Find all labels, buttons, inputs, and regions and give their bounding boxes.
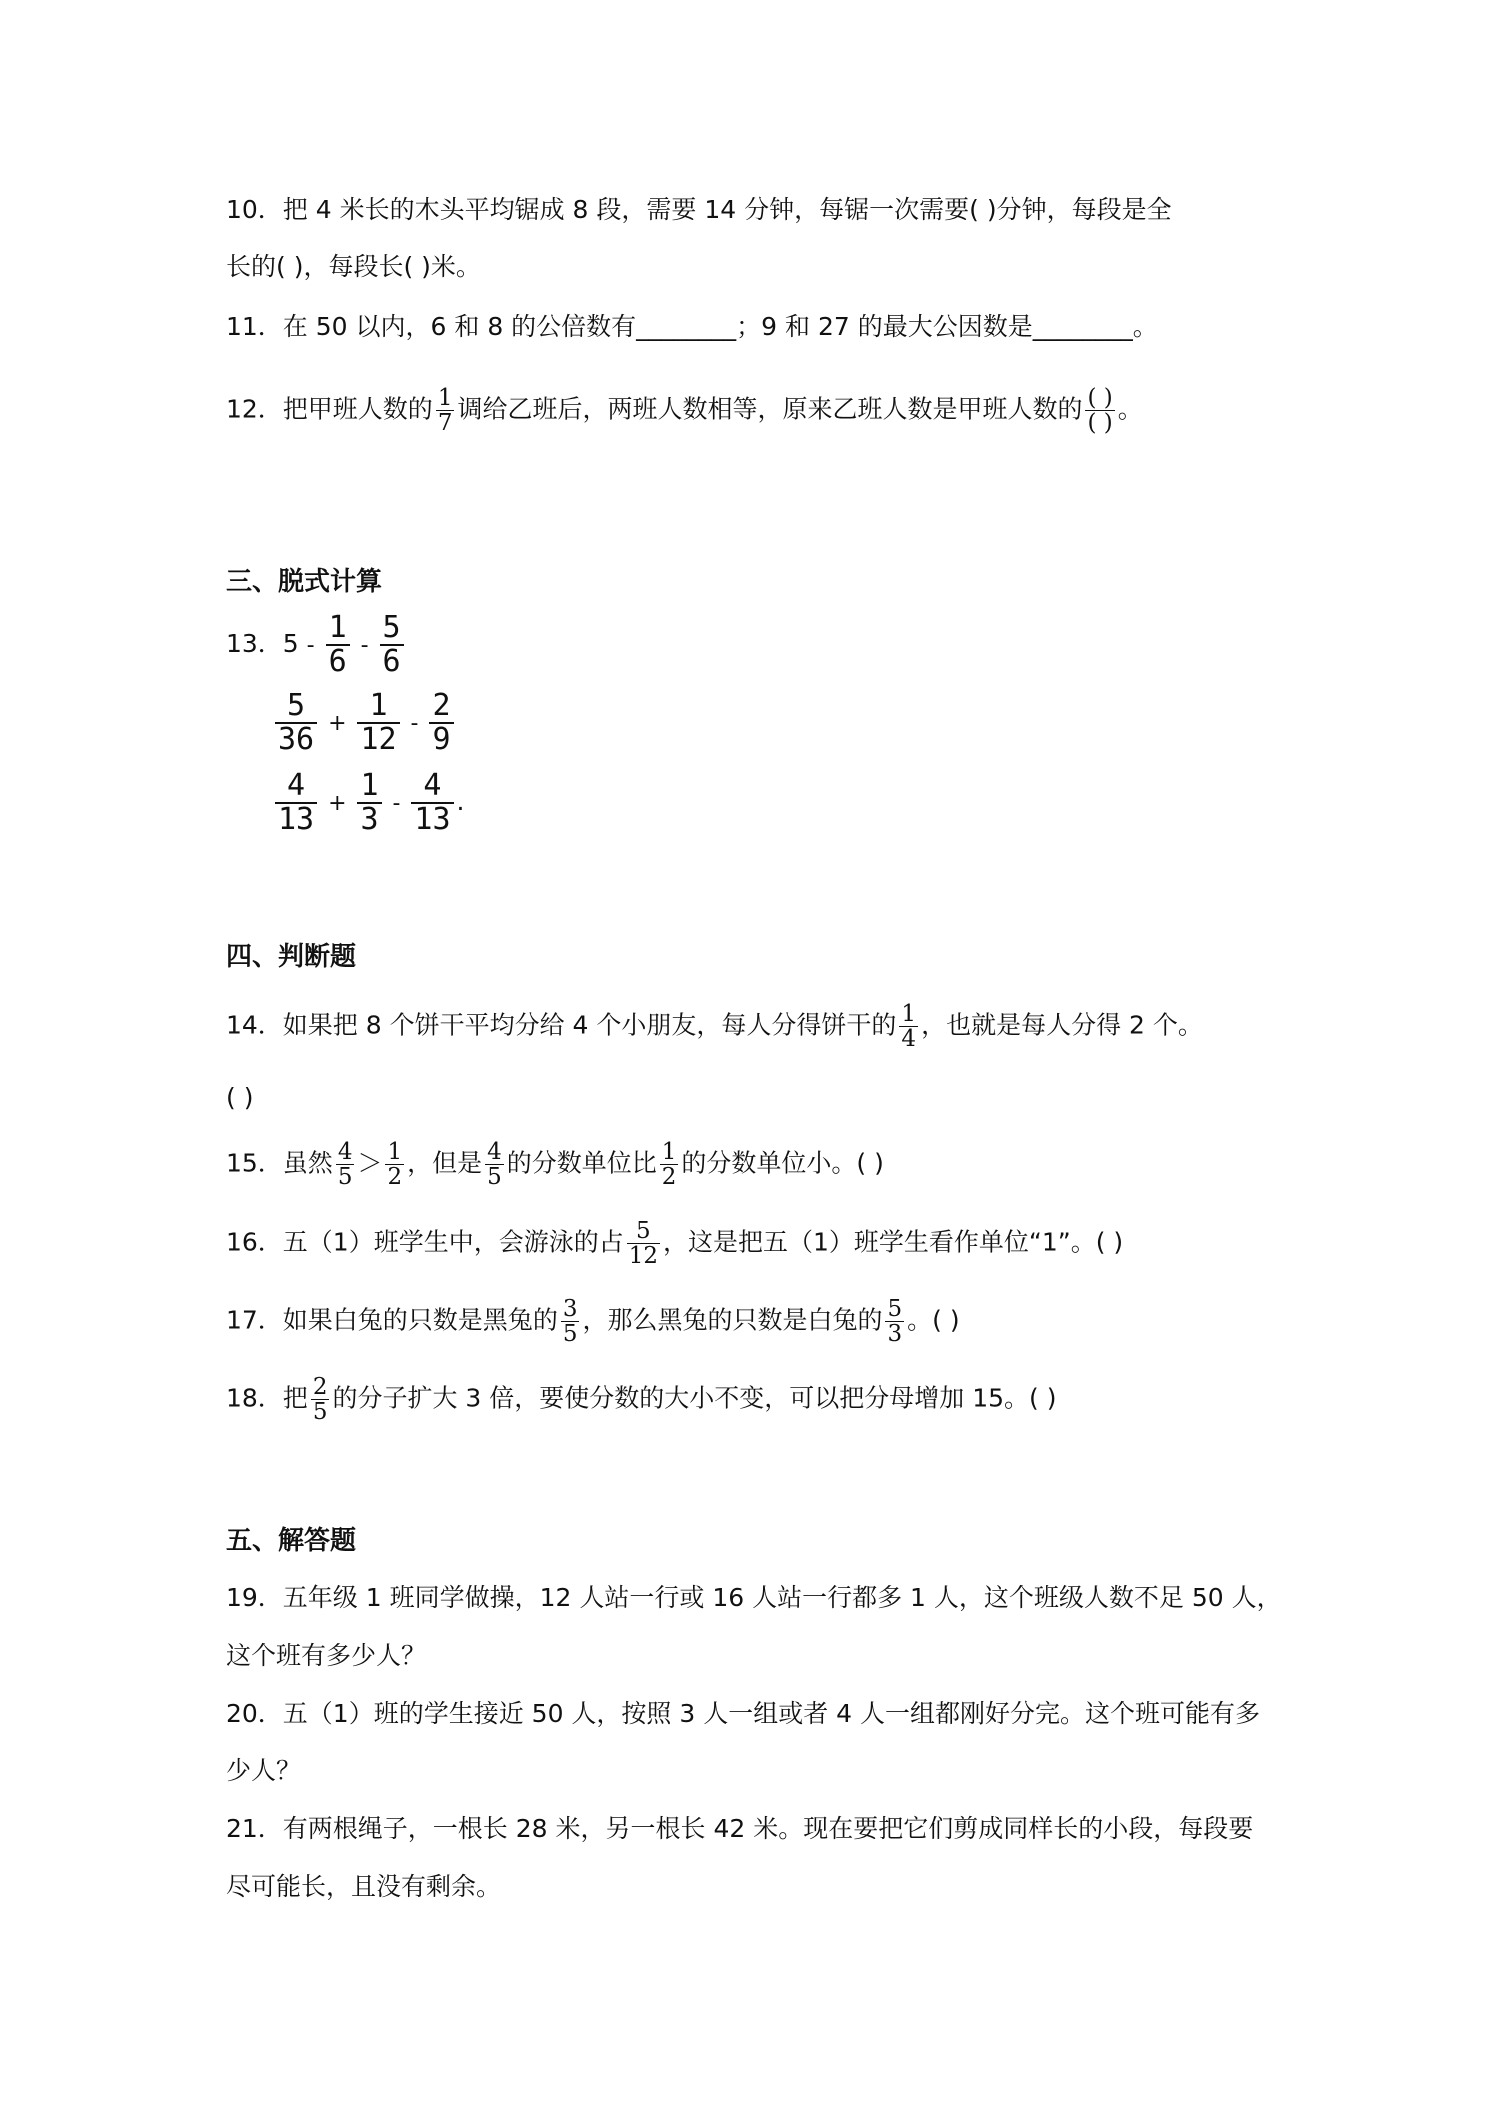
q12-line: [226, 386, 1143, 435]
q10-line1: 10．把 4 米长的木头平均锯成 8 段，需要 14 分钟，每锯一次需要( )分钟，每段是全: [226, 195, 1172, 224]
q18-line: 18．把 $\frac{2}{5}$ 的分子扩大 3 倍，要使分数的大小不变，可以把分母增加 15。( ): [226, 1374, 1057, 1425]
q12-fraction: $\frac{1}{7}$: [437, 385, 453, 436]
q11-text: 11．在 50 以内，6 和 8 的公倍数有________；9 和 27 的最大公因数是________。: [226, 312, 1158, 341]
q15-frac-c: $\frac{4}{5}$: [487, 1139, 502, 1190]
q16-line: 16．五（1）班学生中，会游泳的占 $\frac{5}{12}$ ，这是把五（1）班学生看作单位“1”。( ): [226, 1218, 1124, 1269]
q14-pre: 14．如果把 8 个饼干平均分给 4 个小朋友，每人分得饼干的: [226, 1010, 897, 1040]
q16-fraction: $\frac{5}{12}$: [628, 1218, 658, 1269]
q21-line1: 21．有两根绳子，一根长 28 米，另一根长 42 米。现在要把它们剪成同样长的小段，每段要: [226, 1814, 1254, 1843]
q17-frac-b: $\frac{5}{3}$: [887, 1296, 903, 1347]
q10-line2: 长的( )，每段长( )米。: [226, 252, 481, 281]
q19-line1: 19．五年级 1 班同学做操，12 人站一行或 16 人站一行都多 1 人，这个班级人数不足 50 人，: [226, 1583, 1282, 1612]
section-3-heading: 三、脱式计算: [226, 567, 383, 597]
q13-expr3: $\frac{4}{13}$ + $\frac{1}{3}$ - $\frac{4}{13}$ .: [272, 770, 464, 836]
q13-e2-frac-a: $\frac{5}{36}$: [275, 690, 317, 756]
q13-e3-frac-a: $\frac{4}{13}$: [275, 770, 317, 836]
q13-e3-frac-b: $\frac{1}{3}$: [357, 770, 381, 836]
q15-frac-b: $\frac{1}{2}$: [387, 1139, 403, 1190]
q12-pre: 12．把甲班人数的: [226, 394, 433, 424]
q12-mid: 调给乙班后，两班人数相等，原来乙班人数是甲班人数的: [457, 394, 1083, 424]
q18-fraction: $\frac{2}{5}$: [312, 1374, 328, 1425]
q13-e1-frac-b: $\frac{5}{6}$: [380, 612, 404, 678]
q21-line2: 尽可能长，且没有剩余。: [226, 1872, 502, 1901]
q20-line2: 少人？: [226, 1756, 302, 1785]
q17-line: 17．如果白兔的只数是黑兔的 $\frac{3}{5}$ ，那么黑兔的只数是白兔的 $\frac{5}{3}$ 。( ): [226, 1296, 960, 1347]
q13-e3-frac-c: $\frac{4}{13}$: [411, 770, 453, 836]
q15-line: 15．虽然 $\frac{4}{5}$ ＞ $\frac{1}{2}$ ，但是 $\frac{4}{5}$ 的分数单位比 $\frac{1}{2}$ 的分数单位小。( ): [226, 1139, 884, 1190]
q13-e2-frac-b: $\frac{1}{12}$: [357, 690, 399, 756]
q13-e1-frac-a: $\frac{1}{6}$: [326, 612, 350, 678]
q17-frac-a: $\frac{3}{5}$: [562, 1296, 578, 1347]
q13-expr2: $\frac{5}{36}$ + $\frac{1}{12}$ - $\frac{2}{9}$: [272, 690, 457, 756]
q12-post: 。: [1117, 394, 1143, 424]
q14-post: ，也就是每人分得 2 个。: [921, 1010, 1203, 1040]
q13-expr1: 13．5 - $\frac{1}{6}$ - $\frac{5}{6}$: [226, 612, 407, 678]
q12-blank-fraction: $\frac{( )}{( )}$: [1087, 385, 1113, 436]
q13-label: 13．5: [226, 629, 299, 658]
q15-frac-a: $\frac{4}{5}$: [337, 1139, 353, 1190]
q13-e2-frac-c: $\frac{2}{9}$: [429, 690, 453, 756]
q19-line2: 这个班有多少人？: [226, 1641, 427, 1670]
q20-line1: 20．五（1）班的学生接近 50 人，按照 3 人一组或者 4 人一组都刚好分完。这个班可能有多: [226, 1699, 1261, 1728]
q14-answer-bracket: ( ): [226, 1083, 254, 1112]
q15-frac-d: $\frac{1}{2}$: [661, 1139, 677, 1190]
q14-fraction: $\frac{1}{4}$: [901, 1001, 917, 1052]
section-4-heading: 四、判断题: [226, 942, 357, 972]
q14-line: [226, 1002, 1203, 1051]
section-5-heading: 五、解答题: [226, 1526, 357, 1556]
